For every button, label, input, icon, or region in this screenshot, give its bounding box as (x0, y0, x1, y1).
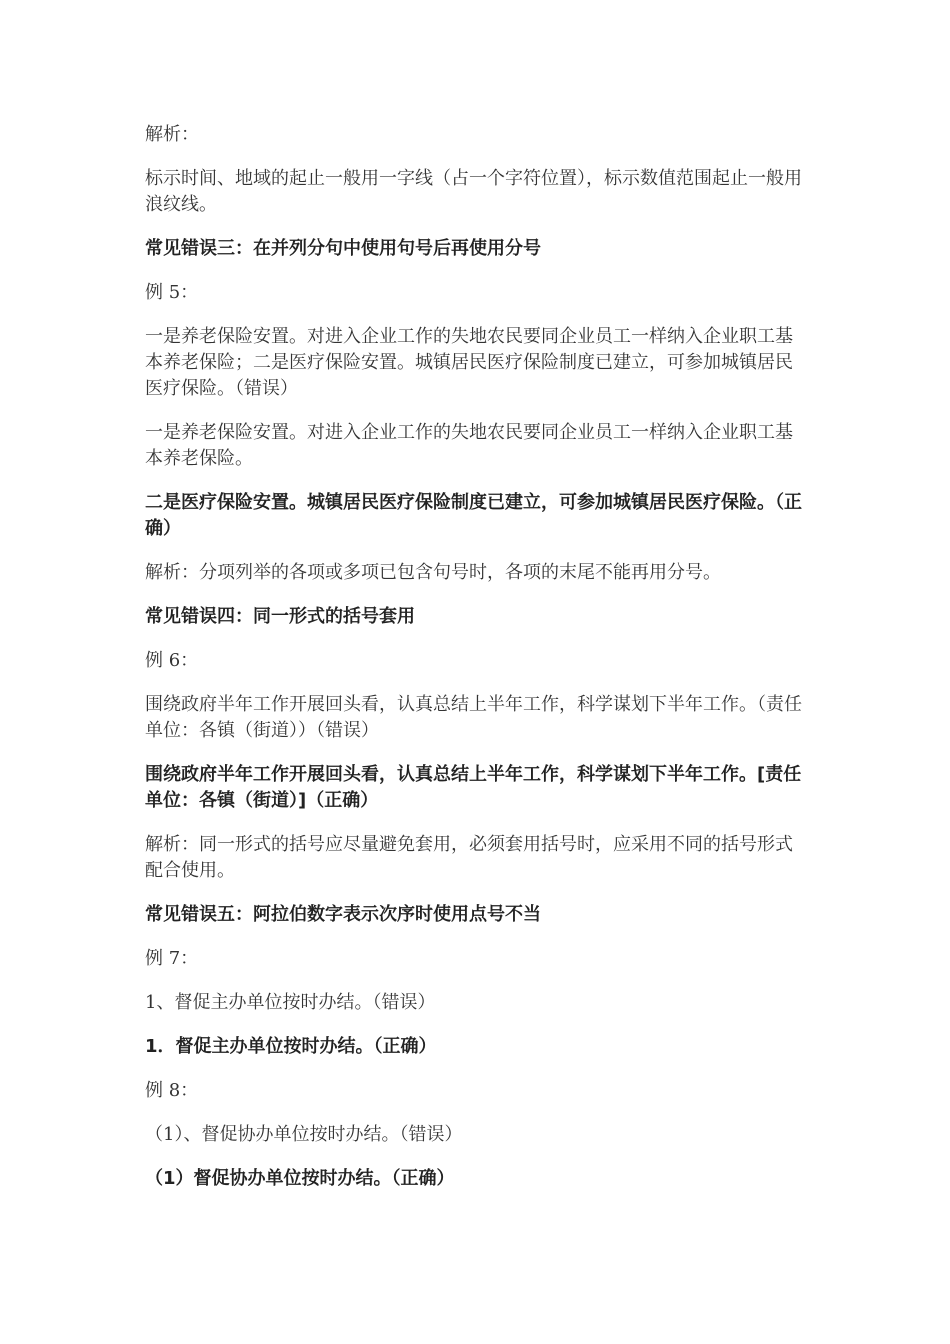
example-5-wrong: 一是养老保险安置。对进入企业工作的失地农民要同企业员工一样纳入企业职工基本养老保险；二是医疗保险安置。城镇居民医疗保险制度已建立，可参加城镇居民医疗保险。（错误） (145, 326, 793, 399)
paragraph-analysis-brackets: 解析：同一形式的括号应尽量避免套用，必须套用括号时，应采用不同的括号形式配合使用。 (145, 834, 793, 881)
example-7-correct: 1．督促主办单位按时办结。（正确） (145, 1036, 437, 1057)
heading-common-error-5: 常见错误五：阿拉伯数字表示次序时使用点号不当 (145, 904, 541, 925)
paragraph-analysis-label-1: 解析： (145, 124, 199, 145)
example-7-wrong: 1、督促主办单位按时办结。（错误） (145, 992, 436, 1013)
example-5-correct-part-1: 一是养老保险安置。对进入企业工作的失地农民要同企业员工一样纳入企业职工基本养老保险。 (145, 422, 793, 469)
example-8-label: 例 8： (145, 1080, 199, 1101)
example-8-correct: （1）督促协办单位按时办结。（正确） (145, 1168, 455, 1189)
example-5-correct-part-2: 二是医疗保险安置。城镇居民医疗保险制度已建立，可参加城镇居民医疗保险。（正确） (145, 492, 802, 539)
example-6-wrong: 围绕政府半年工作开展回头看，认真总结上半年工作，科学谋划下半年工作。（责任单位：各镇（街道））（错误） (145, 694, 802, 741)
heading-common-error-3: 常见错误三：在并列分句中使用句号后再使用分号 (145, 238, 541, 259)
example-6-correct: 围绕政府半年工作开展回头看，认真总结上半年工作，科学谋划下半年工作。[责任单位：各镇（街道）]（正确） (145, 764, 802, 811)
paragraph-analysis-dash-usage: 标示时间、地域的起止一般用一字线（占一个字符位置），标示数值范围起止一般用浪纹线。 (145, 168, 802, 215)
example-6-label: 例 6： (145, 650, 199, 671)
paragraph-analysis-semicolon: 解析：分项列举的各项或多项已包含句号时，各项的末尾不能再用分号。 (145, 562, 721, 583)
example-5-label: 例 5： (145, 282, 199, 303)
document-body (145, 122, 810, 1210)
heading-common-error-4: 常见错误四：同一形式的括号套用 (145, 606, 415, 627)
example-8-wrong: （1）、督促协办单位按时办结。（错误） (145, 1124, 463, 1145)
example-7-label: 例 7： (145, 948, 199, 969)
